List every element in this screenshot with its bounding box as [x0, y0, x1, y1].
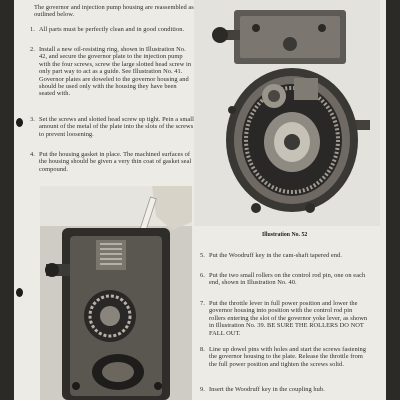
- pump-housing-photo: [40, 186, 192, 400]
- step-item: [200, 346, 370, 384]
- scan-right-edge: [386, 0, 400, 400]
- manual-page: [14, 0, 386, 400]
- step-text: Install a new oil-resisting ring, shown in Illustration No. 42, and secure the governor plate to the injection pump with the four screws, screw the large slotted head screw in only part way to act as a guide. See Illustration No. 41. Governor plates are doweled to the governor housing and should be used only with the housing they have been seated with.: [39, 46, 192, 98]
- binder-hole: [16, 288, 23, 297]
- step-number: 2.: [30, 46, 35, 53]
- governor-housing-photo: [194, 0, 380, 226]
- step-text: Put the two small rollers on the control rod pin, one on each end, shown in Illustration No. 40.: [209, 272, 366, 287]
- step-number: 7.: [200, 300, 205, 307]
- scan-left-edge: [0, 0, 14, 400]
- step-text: All parts must be perfectly clean and in good condition.: [39, 26, 185, 33]
- step-number: 5.: [200, 252, 205, 259]
- step-item: [30, 116, 194, 140]
- step-number: 3.: [30, 116, 35, 123]
- step-item: [200, 386, 370, 396]
- step-text: Put the Woodruff key in the cam-shaft tapered end.: [209, 252, 342, 259]
- step-item: [30, 26, 194, 36]
- step-item: [30, 151, 194, 175]
- step-item: [30, 46, 194, 118]
- intro-text: The governor and injection pump housing are reassembled as outlined below.: [34, 4, 194, 19]
- step-text: Insert the Woodruff key in the coupling hub.: [209, 386, 325, 393]
- step-text: Line up dowel pins with holes and start the screws fastening the governor housing to the plate. Release the throttle from the full power position and tighten the screws solid.: [209, 346, 367, 368]
- step-number: 8.: [200, 346, 205, 353]
- governor-housing-illustration: [194, 0, 380, 226]
- step-item: [200, 272, 370, 296]
- step-number: 4.: [30, 151, 35, 158]
- step-item: [200, 300, 370, 344]
- pump-housing-illustration: [40, 186, 192, 400]
- binder-hole: [16, 118, 23, 127]
- step-number: 1.: [30, 26, 35, 33]
- step-text: Set the screws and slotted head screw up tight. Pein a small amount of the metal of the plate into the slots of the screws to prevent loosening.: [39, 116, 194, 138]
- step-number: 6.: [200, 272, 205, 279]
- step-number: 9.: [200, 386, 205, 393]
- step-item: [200, 252, 370, 268]
- step-text: Put the throttle lever in full power position and lower the governor housing into position with the control rod pin rollers entering the slot of the governor yoke lever, as shown in Illustration No. 39. BE SURE THE ROLLERS DO NOT FALL OUT.: [209, 300, 368, 337]
- step-text: Put the housing gasket in place. The machined surfaces of the housing should be given a very thin coat of gasket seal compound.: [39, 151, 192, 173]
- illustration-caption: Illustration No. 52: [262, 232, 308, 238]
